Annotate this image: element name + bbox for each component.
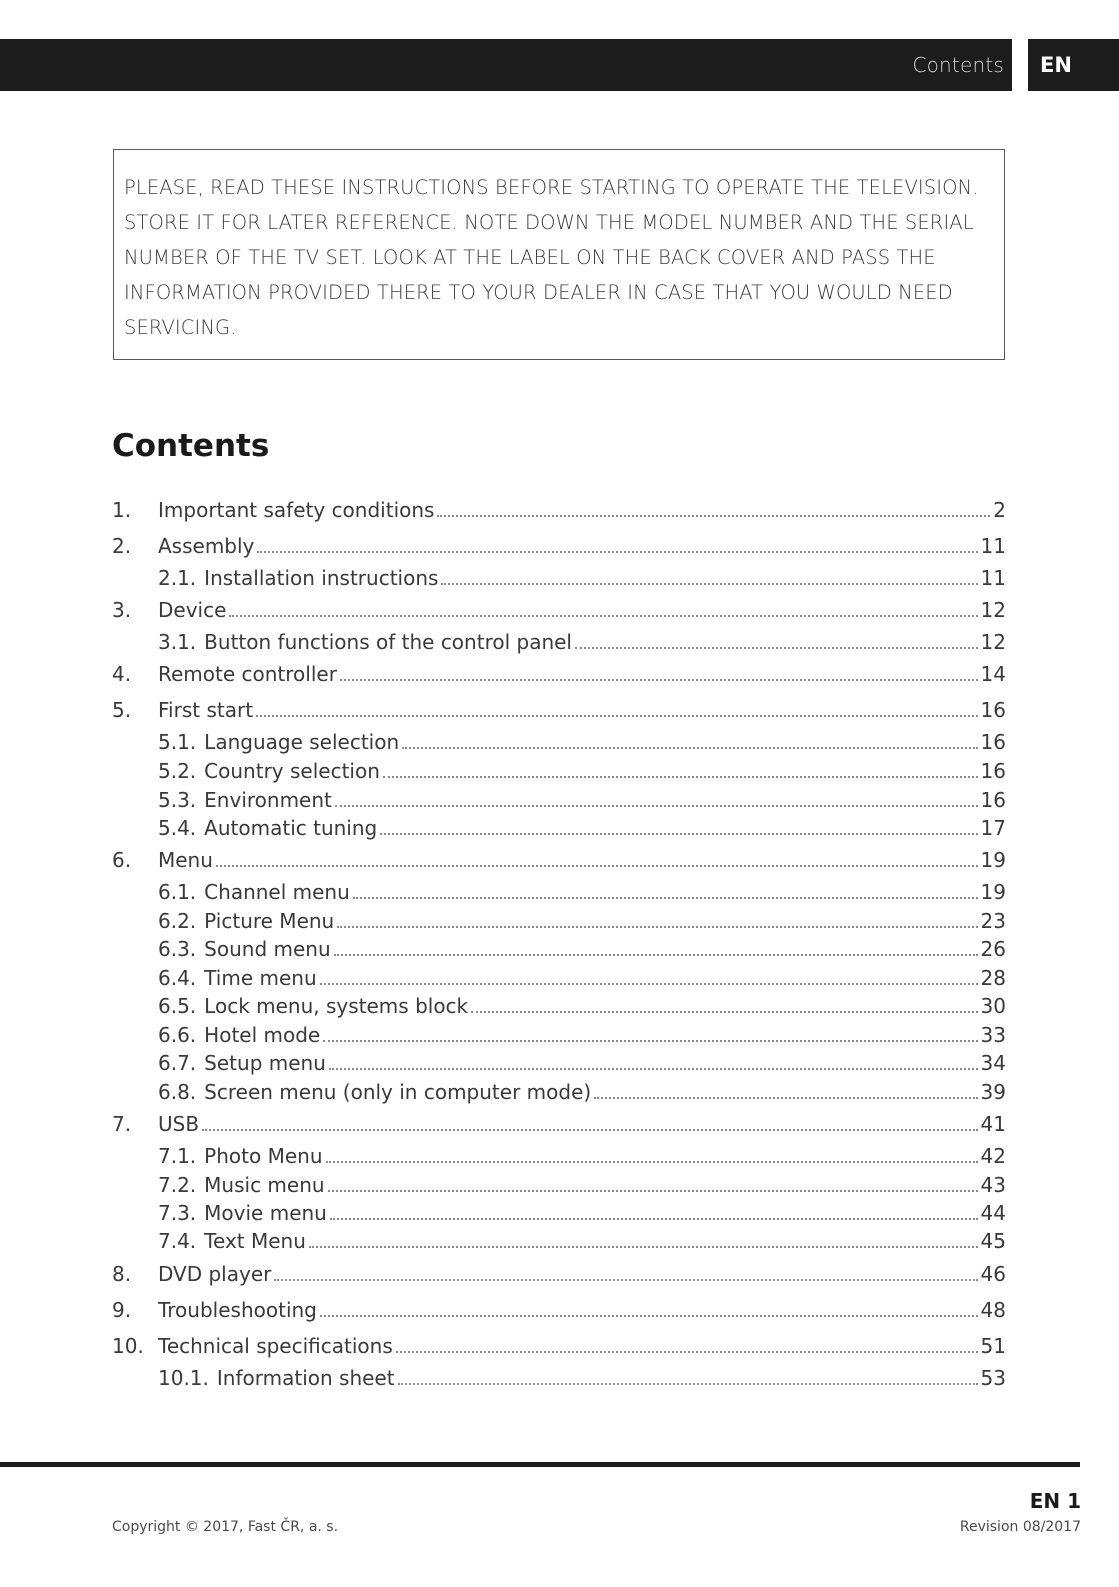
toc-entry[interactable] bbox=[112, 656, 1006, 686]
toc-entry[interactable] bbox=[112, 960, 1006, 990]
toc-entry-title: Technical specifications bbox=[158, 1334, 393, 1358]
toc-entry-number: 6.2. bbox=[158, 909, 197, 933]
toc-entry-title: Device bbox=[158, 598, 227, 622]
toc-entry-number: 10. bbox=[112, 1334, 144, 1358]
toc-leader-dots bbox=[229, 615, 977, 617]
language-label: EN bbox=[1040, 53, 1072, 77]
toc-entry-page: 34 bbox=[980, 1051, 1006, 1075]
toc-entry[interactable] bbox=[112, 492, 1006, 522]
toc-entry-number: 2. bbox=[112, 534, 132, 558]
toc-entry-number: 7. bbox=[112, 1112, 132, 1136]
toc-entry-page: 39 bbox=[980, 1080, 1006, 1104]
toc-entry[interactable] bbox=[112, 874, 1006, 904]
toc-entry-page: 42 bbox=[980, 1144, 1006, 1168]
toc-entry-number: 5.2. bbox=[158, 759, 197, 783]
toc-leader-dots bbox=[471, 1011, 977, 1013]
toc-leader-dots bbox=[323, 1040, 977, 1042]
toc-entry-title: Time menu bbox=[204, 966, 317, 990]
toc-entry-title: Hotel mode bbox=[204, 1023, 321, 1047]
toc-entry[interactable] bbox=[112, 842, 1006, 872]
toc-entry-page: 23 bbox=[980, 909, 1006, 933]
toc-leader-dots bbox=[441, 583, 977, 585]
toc-entry-number: 5.4. bbox=[158, 816, 197, 840]
toc-entry-title: DVD player bbox=[158, 1262, 272, 1286]
toc-entry-title: First start bbox=[158, 698, 254, 722]
toc-entry-number: 1. bbox=[112, 498, 132, 522]
toc-leader-dots bbox=[274, 1279, 977, 1281]
toc-leader-dots bbox=[334, 954, 978, 956]
toc-entry-page: 48 bbox=[980, 1298, 1006, 1322]
toc-entry-title: Menu bbox=[158, 848, 213, 872]
toc-entry-page: 44 bbox=[980, 1201, 1006, 1225]
toc-entry-number: 7.1. bbox=[158, 1144, 197, 1168]
toc-entry-title: Movie menu bbox=[204, 1201, 327, 1225]
toc-entry-title: USB bbox=[158, 1112, 200, 1136]
toc-entry[interactable] bbox=[112, 1017, 1006, 1047]
toc-entry-number: 7.4. bbox=[158, 1229, 197, 1253]
toc-entry-page: 17 bbox=[980, 816, 1006, 840]
toc-entry[interactable] bbox=[112, 782, 1006, 812]
toc-entry-number: 6.7. bbox=[158, 1051, 197, 1075]
toc-leader-dots bbox=[320, 1315, 978, 1317]
toc-entry-number: 6.4. bbox=[158, 966, 197, 990]
toc-entry-title: Information sheet bbox=[216, 1366, 395, 1390]
toc-leader-dots bbox=[202, 1129, 977, 1131]
toc-entry-page: 2 bbox=[993, 498, 1006, 522]
toc-entry-number: 3.1. bbox=[158, 630, 197, 654]
toc-leader-dots bbox=[256, 715, 978, 717]
toc-entry-number: 5.3. bbox=[158, 788, 197, 812]
toc-leader-dots bbox=[380, 833, 977, 835]
toc-leader-dots bbox=[216, 865, 978, 867]
toc-entry-number: 6.5. bbox=[158, 994, 197, 1018]
toc-leader-dots bbox=[337, 926, 977, 928]
toc-entry-page: 28 bbox=[980, 966, 1006, 990]
toc-leader-dots bbox=[437, 515, 990, 517]
toc-entry-number: 3. bbox=[112, 598, 132, 622]
toc-entry[interactable] bbox=[112, 560, 1006, 590]
toc-leader-dots bbox=[383, 776, 978, 778]
toc-entry-page: 11 bbox=[980, 566, 1006, 590]
toc-entry-page: 16 bbox=[980, 698, 1006, 722]
toc-entry[interactable] bbox=[112, 1223, 1006, 1253]
toc-entry-title: Troubleshooting bbox=[158, 1298, 317, 1322]
toc-entry[interactable] bbox=[112, 528, 1006, 558]
toc-entry-number: 6. bbox=[112, 848, 132, 872]
toc-entry-number: 4. bbox=[112, 662, 132, 686]
toc-entry[interactable] bbox=[112, 1045, 1006, 1075]
copyright-text: Copyright © 2017, Fast ČR, a. s. bbox=[112, 1519, 339, 1535]
toc-leader-dots bbox=[328, 1190, 978, 1192]
toc-entry-title: Lock menu, systems block bbox=[204, 994, 469, 1018]
toc-entry-number: 7.2. bbox=[158, 1173, 197, 1197]
footer-rule bbox=[0, 1462, 1080, 1467]
toc-entry[interactable] bbox=[112, 624, 1006, 654]
toc-entry-page: 30 bbox=[980, 994, 1006, 1018]
toc-entry-page: 26 bbox=[980, 937, 1006, 961]
toc-entry-page: 19 bbox=[980, 880, 1006, 904]
toc-leader-dots bbox=[335, 805, 978, 807]
toc-leader-dots bbox=[398, 1383, 978, 1385]
toc-entry-page: 43 bbox=[980, 1173, 1006, 1197]
toc-entry-title: Installation instructions bbox=[204, 566, 439, 590]
revision-text: Revision 08/2017 bbox=[959, 1519, 1081, 1535]
toc-leader-dots bbox=[353, 897, 978, 899]
page-number: EN 1 bbox=[1029, 1489, 1081, 1513]
toc-entry-number: 6.8. bbox=[158, 1080, 197, 1104]
toc-entry-page: 46 bbox=[980, 1262, 1006, 1286]
toc-entry[interactable] bbox=[112, 1195, 1006, 1225]
toc-entry[interactable] bbox=[112, 1360, 1006, 1390]
toc-entry-title: Screen menu (only in computer mode) bbox=[204, 1080, 592, 1104]
contents-heading: Contents bbox=[112, 428, 270, 464]
toc-leader-dots bbox=[340, 679, 978, 681]
toc-entry-page: 16 bbox=[980, 759, 1006, 783]
toc-leader-dots bbox=[330, 1218, 978, 1220]
toc-entry[interactable] bbox=[112, 692, 1006, 722]
header-title: Contents bbox=[912, 53, 1004, 77]
toc-entry[interactable] bbox=[112, 753, 1006, 783]
toc-entry-page: 16 bbox=[980, 788, 1006, 812]
toc-entry-title: Setup menu bbox=[204, 1051, 326, 1075]
toc-entry-title: Country selection bbox=[204, 759, 380, 783]
toc-entry-number: 2.1. bbox=[158, 566, 197, 590]
toc-entry-page: 12 bbox=[980, 598, 1006, 622]
toc-leader-dots bbox=[396, 1351, 978, 1353]
toc-entry-title: Button functions of the control panel bbox=[204, 630, 572, 654]
toc-entry-number: 6.3. bbox=[158, 937, 197, 961]
toc-entry[interactable] bbox=[112, 1328, 1006, 1358]
toc-entry-title: Language selection bbox=[204, 730, 400, 754]
toc-entry-number: 7.3. bbox=[158, 1201, 197, 1225]
toc-entry[interactable] bbox=[112, 1256, 1006, 1286]
toc-entry[interactable] bbox=[112, 592, 1006, 622]
toc-leader-dots bbox=[575, 647, 978, 649]
toc-entry-title: Music menu bbox=[204, 1173, 325, 1197]
toc-entry[interactable] bbox=[112, 724, 1006, 754]
toc-entry-page: 51 bbox=[980, 1334, 1006, 1358]
toc-entry-title: Environment bbox=[204, 788, 332, 812]
toc-entry-number: 6.6. bbox=[158, 1023, 197, 1047]
toc-entry-title: Automatic tuning bbox=[204, 816, 378, 840]
language-badge bbox=[1028, 39, 1119, 91]
toc-entry-page: 14 bbox=[980, 662, 1006, 686]
toc-entry-title: Photo Menu bbox=[204, 1144, 323, 1168]
toc-leader-dots bbox=[402, 747, 977, 749]
toc-entry-number: 5. bbox=[112, 698, 132, 722]
toc-entry-page: 53 bbox=[980, 1366, 1006, 1390]
toc-entry[interactable] bbox=[112, 931, 1006, 961]
toc-entry[interactable] bbox=[112, 810, 1006, 840]
toc-entry-number: 5.1. bbox=[158, 730, 197, 754]
toc-entry[interactable] bbox=[112, 1106, 1006, 1136]
toc-leader-dots bbox=[326, 1161, 978, 1163]
toc-entry-title: Text Menu bbox=[204, 1229, 306, 1253]
toc-entry[interactable] bbox=[112, 1138, 1006, 1168]
toc-entry-title: Remote controller bbox=[158, 662, 337, 686]
header-bar bbox=[0, 39, 1012, 91]
toc-entry-page: 11 bbox=[980, 534, 1006, 558]
toc-entry-page: 41 bbox=[980, 1112, 1006, 1136]
toc-entry-number: 6.1. bbox=[158, 880, 197, 904]
toc-leader-dots bbox=[594, 1097, 977, 1099]
toc-entry[interactable] bbox=[112, 903, 1006, 933]
toc-leader-dots bbox=[320, 983, 978, 985]
toc-entry-number: 8. bbox=[112, 1262, 132, 1286]
toc-entry-title: Channel menu bbox=[204, 880, 350, 904]
toc-entry[interactable] bbox=[112, 1292, 1006, 1322]
toc-entry-page: 12 bbox=[980, 630, 1006, 654]
toc-entry-title: Picture Menu bbox=[204, 909, 335, 933]
toc-entry-page: 45 bbox=[980, 1229, 1006, 1253]
toc-entry-title: Important safety conditions bbox=[158, 498, 435, 522]
toc-entry-page: 16 bbox=[980, 730, 1006, 754]
toc-leader-dots bbox=[309, 1246, 978, 1248]
toc-entry-title: Assembly bbox=[158, 534, 255, 558]
toc-entry[interactable] bbox=[112, 1074, 1006, 1104]
notice-box bbox=[113, 149, 1005, 360]
toc-entry-number: 9. bbox=[112, 1298, 132, 1322]
toc-entry[interactable] bbox=[112, 988, 1006, 1018]
toc-entry[interactable] bbox=[112, 1167, 1006, 1197]
toc-entry-title: Sound menu bbox=[204, 937, 331, 961]
toc-entry-page: 19 bbox=[980, 848, 1006, 872]
notice-text: PLEASE, READ THESE INSTRUCTIONS BEFORE STARTING TO OPERATE THE TELEVISION. STORE IT FOR LATER REFERENCE. NOTE DOWN THE MODEL NUMBER AND THE SERIAL NUMBER OF THE TV SET. LOOK AT THE LABEL ON THE BACK COVER AND PASS THE INFORMATION PROVIDED THERE TO YOUR DEALER IN CASE THAT YOU WOULD NEED SERVICING. bbox=[124, 176, 979, 339]
toc-entry-number: 10.1. bbox=[158, 1366, 209, 1390]
toc-entry-page: 33 bbox=[980, 1023, 1006, 1047]
toc-leader-dots bbox=[257, 551, 977, 553]
toc-leader-dots bbox=[329, 1068, 978, 1070]
